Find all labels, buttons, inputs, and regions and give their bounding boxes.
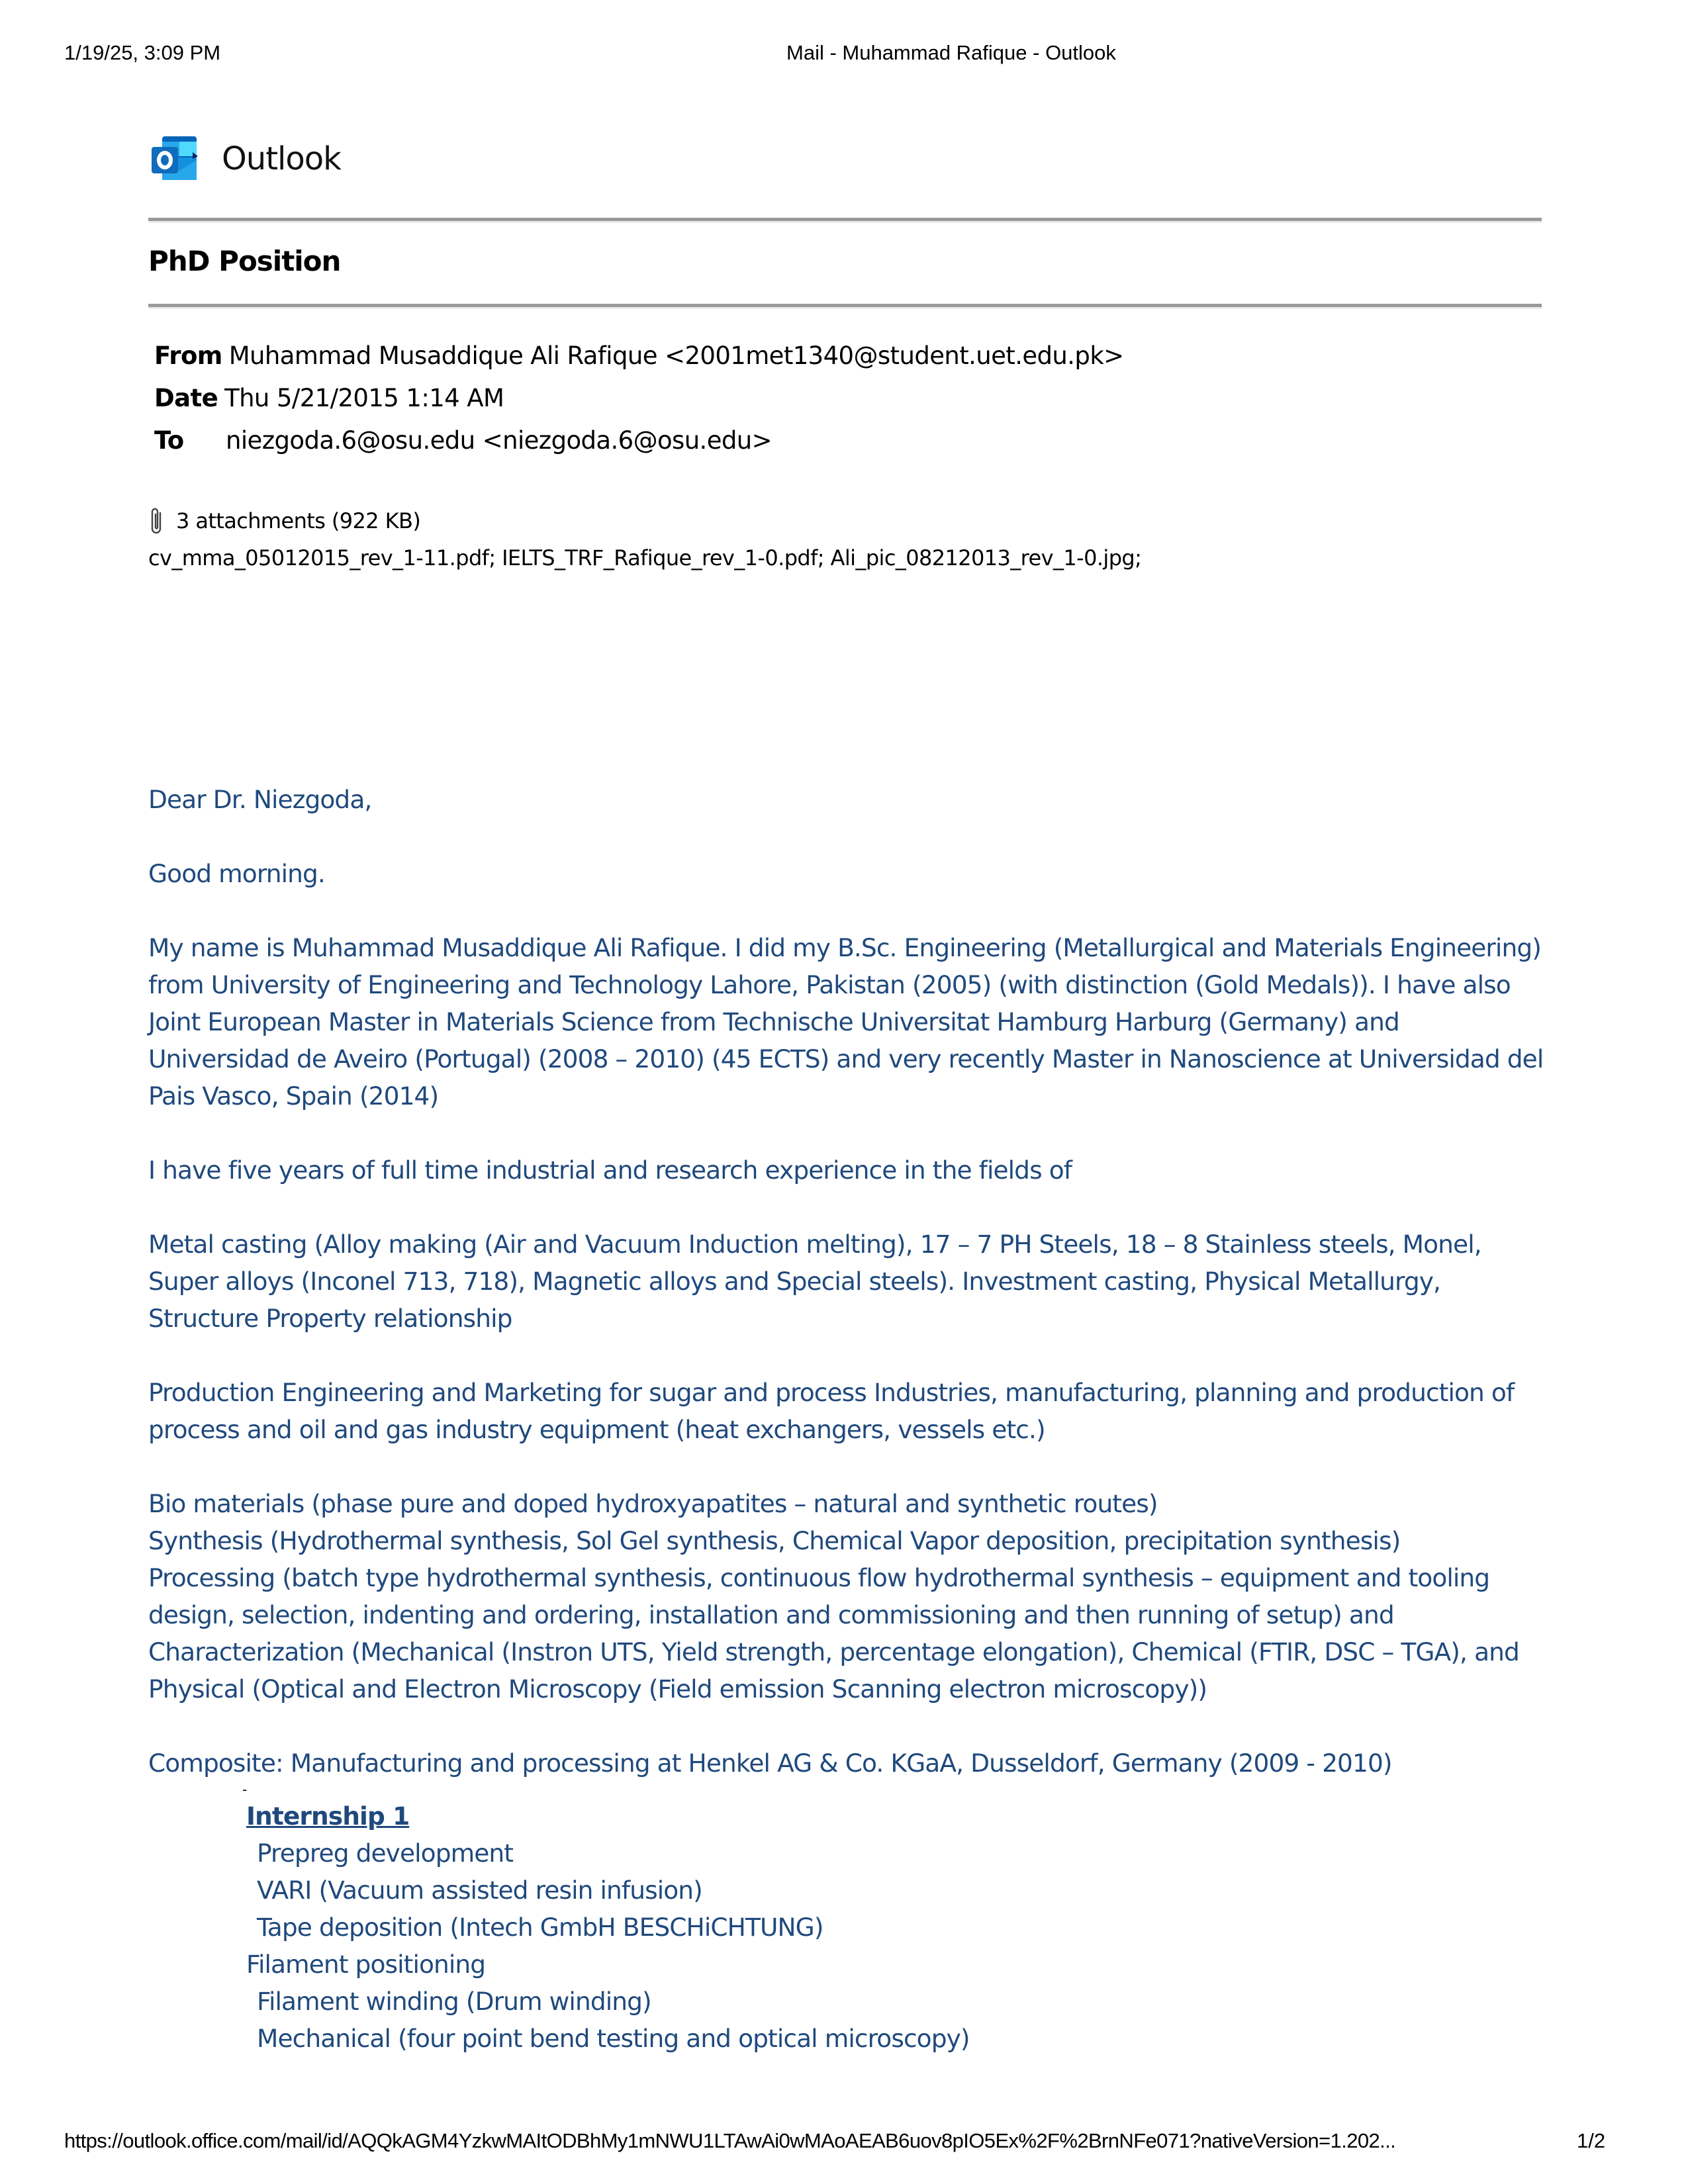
- date-row: [154, 377, 1124, 419]
- to-label: To: [154, 426, 184, 455]
- message-body: [148, 781, 1558, 2057]
- salutation: Good morning.: [148, 859, 325, 888]
- experience-intro: I have five years of full time industrial and research experience in the fields of: [148, 1156, 1072, 1185]
- attachments: [148, 504, 1141, 570]
- outlook-logo-icon: [149, 132, 202, 185]
- metal-casting-paragraph: Metal casting (Alloy making (Air and Vacuum Induction melting), 17 – 7 PH Steels, 18 – 8 Stainless steels, Monel, Super alloys (Inconel 713, 718), Magnetic alloys and Special steels). Investment casting, Physical Metallurgy, Structure Property relationship: [148, 1230, 1481, 1333]
- print-page-title: Mail - Muhammad Rafique - Outlook: [786, 41, 1116, 64]
- page-url[interactable]: https://outlook.office.com/mail/id/AQQkAGM4YzkwMAItODBhMy1mNWU1LTAwAi0wMAoAEAB6uov8pIO5Ex%2F%2BrnNFe071?nativeVersion=1.202...: [64, 2129, 1396, 2152]
- greeting: Dear Dr. Niezgoda,: [148, 785, 372, 814]
- attachments-count: 3 attachments (922 KB): [176, 508, 421, 533]
- brand: [149, 132, 341, 185]
- internship-item: Filament positioning: [246, 1950, 486, 1979]
- internship-item: Prepreg development: [257, 1839, 514, 1868]
- internship-section: [246, 1797, 1558, 2057]
- print-datetime: 1/19/25, 3:09 PM: [64, 41, 221, 64]
- date-value: Thu 5/21/2015 1:14 AM: [224, 383, 504, 412]
- divider: [148, 304, 1542, 309]
- internship-item: Mechanical (four point bend testing and optical microscopy): [257, 2024, 970, 2053]
- internship-item: VARI (Vacuum assisted resin infusion): [257, 1876, 702, 1905]
- internship-heading: Internship 1: [246, 1801, 410, 1831]
- print-header: [0, 41, 1688, 68]
- bullet-marker: -: [242, 1782, 247, 1797]
- paperclip-icon: [148, 506, 165, 535]
- from-value[interactable]: Muhammad Musaddique Ali Rafique <2001met1340@student.uet.edu.pk>: [228, 341, 1124, 370]
- divider: [148, 218, 1542, 223]
- message-headers: [154, 334, 1124, 461]
- production-paragraph: Production Engineering and Marketing for sugar and process Industries, manufacturing, planning and production of process and oil and gas industry equipment (heat exchangers, vessels etc.): [148, 1378, 1515, 1444]
- page-number: 1/2: [1577, 2129, 1606, 2152]
- to-row: [154, 419, 1124, 461]
- intro-paragraph: My name is Muhammad Musaddique Ali Rafique. I did my B.Sc. Engineering (Metallurgical and Materials Engineering) from University of Engineering and Technology Lahore, Pakistan (2005) (with distinction (Gold Medals)). I have also Joint European Master in Materials Science from Technische Universitat Hamburg Harburg (Germany) and Universidad de Aveiro (Portugal) (2008 – 2010) (45 ECTS) and very recently Master in Nanoscience at Universidad del Pais Vasco, Spain (2014): [148, 933, 1544, 1111]
- bio-materials-line: Bio materials (phase pure and doped hydroxyapatites – natural and synthetic routes): [148, 1489, 1158, 1518]
- from-row: [154, 334, 1124, 377]
- processing-paragraph: Processing (batch type hydrothermal synthesis, continuous flow hydrothermal synthesis – equipment and tooling design, selection, indenting and ordering, installation and commissioning and then running of setup) and Characterization (Mechanical (Instron UTS, Yield strength, percentage elongation), Chemical (FTIR, DSC – TGA), and Physical (Optical and Electron Microscopy (Field emission Scanning electron microscopy)): [148, 1563, 1519, 1704]
- attachments-summary[interactable]: [148, 504, 1141, 537]
- attachment-files[interactable]: cv_mma_05012015_rev_1-11.pdf; IELTS_TRF_Rafique_rev_1-0.pdf; Ali_pic_08212013_rev_1-0.jpg;: [148, 545, 1142, 570]
- date-label: Date: [154, 383, 218, 412]
- from-label: From: [154, 341, 222, 370]
- brand-name: Outlook: [222, 140, 341, 177]
- synthesis-line: Synthesis (Hydrothermal synthesis, Sol Gel synthesis, Chemical Vapor deposition, precipitation synthesis): [148, 1526, 1401, 1555]
- internship-item: Filament winding (Drum winding): [257, 1987, 651, 2016]
- internship-item: Tape deposition (Intech GmbH BESCHiCHTUNG): [257, 1913, 823, 1942]
- composite-line: Composite: Manufacturing and processing at Henkel AG & Co. KGaA, Dusseldorf, Germany (2009 - 2010): [148, 1749, 1392, 1778]
- to-value[interactable]: niezgoda.6@osu.edu <niezgoda.6@osu.edu>: [226, 426, 773, 455]
- message-subject: PhD Position: [148, 245, 341, 277]
